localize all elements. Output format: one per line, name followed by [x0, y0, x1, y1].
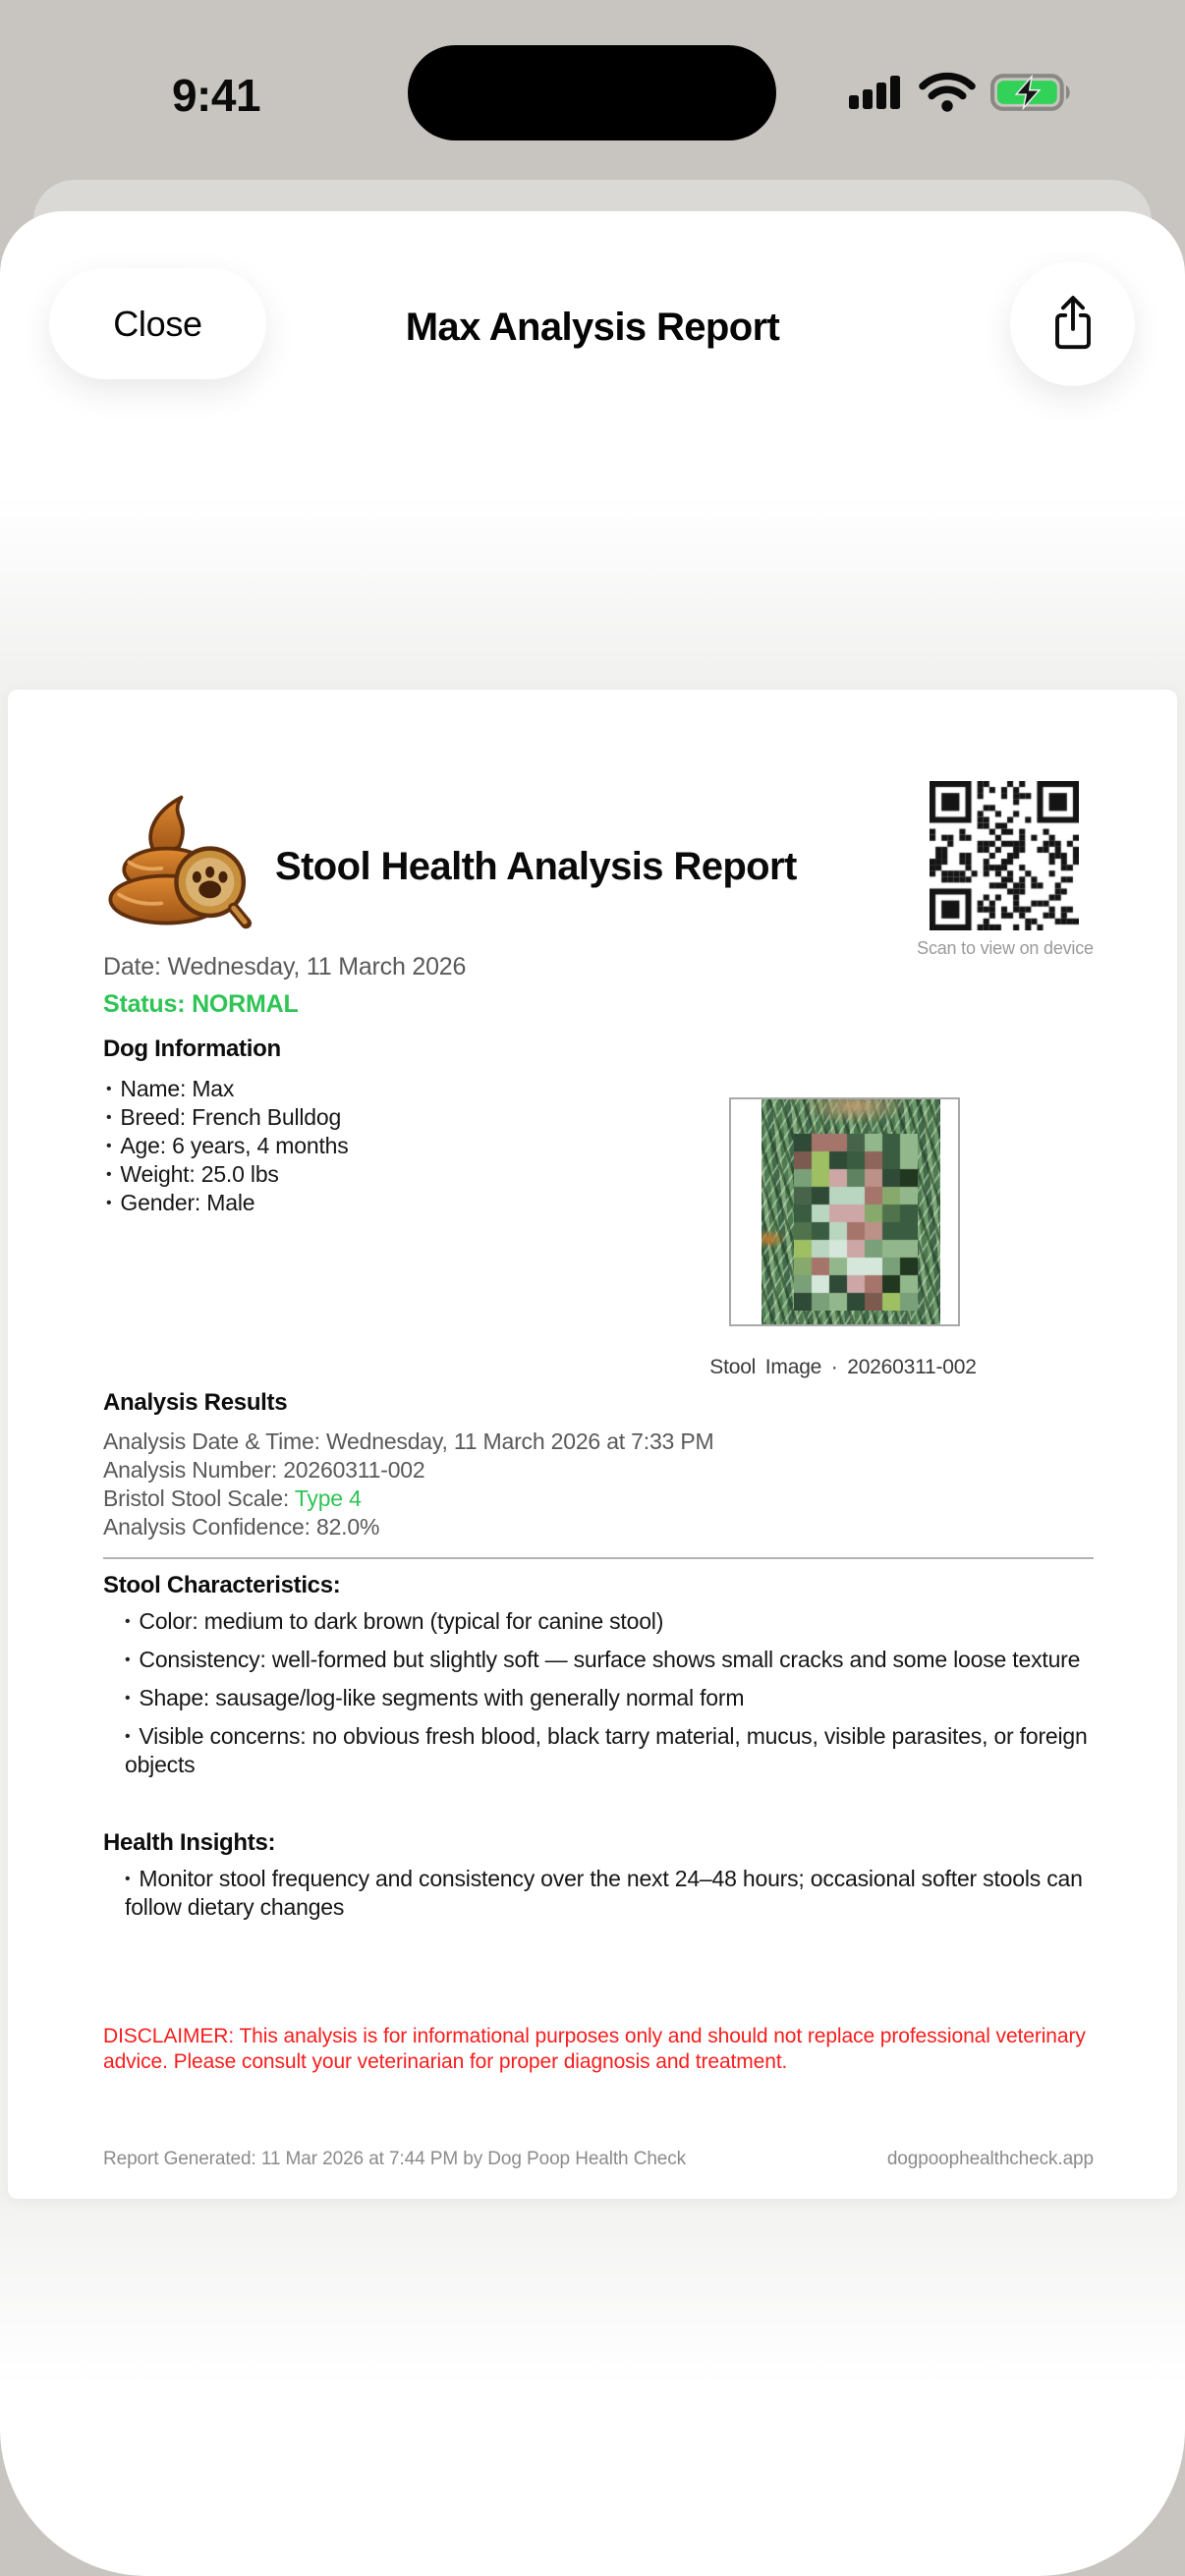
list-item: • Color: medium to dark brown (typical for canine stool)	[125, 1607, 1107, 1636]
qr-caption: Scan to view on device	[917, 938, 1094, 958]
status-icons	[849, 73, 1075, 116]
dog-info-list	[106, 1075, 349, 1217]
analysis-number: Analysis Number: 20260311-002	[103, 1457, 425, 1483]
footer-generated-text: Report Generated: 11 Mar 2026 at 7:44 PM by Dog Poop Health Check	[103, 2149, 687, 2169]
close-button[interactable]: Close	[49, 268, 266, 379]
list-item: • Breed: French Bulldog	[106, 1103, 349, 1132]
report-footer	[103, 2149, 1094, 2170]
section-divider	[103, 1557, 1094, 1559]
cellular-signal-icon	[849, 74, 904, 116]
report-sheet	[0, 211, 1185, 2576]
footer-site-text: dogpoophealthcheck.app	[886, 2149, 1094, 2169]
characteristics-list	[125, 1607, 1107, 1789]
list-item: • Gender: Male	[106, 1189, 349, 1217]
battery-charging-icon	[990, 72, 1075, 118]
status-badge: Status: NORMAL	[103, 990, 299, 1018]
disclaimer-text: DISCLAIMER: This analysis is for informational purposes only and should not replace professional veterinary advice. Please consult your veterinarian for proper diagnosis and treatment.	[103, 2025, 1086, 2073]
list-item: • Consistency: well-formed but slightly soft — surface shows small cracks and some loose texture	[125, 1646, 1107, 1674]
analysis-confidence: Analysis Confidence: 82.0%	[103, 1514, 380, 1540]
sheet-title: Max Analysis Report	[405, 306, 780, 349]
stool-photo-frame	[729, 1097, 960, 1326]
list-item: • Visible concerns: no obvious fresh blood, black tarry material, mucus, visible parasites, or foreign objects	[125, 1722, 1107, 1779]
qr-code	[930, 781, 1079, 930]
report-date: Date: Wednesday, 11 March 2026	[103, 953, 467, 980]
insights-heading: Health Insights:	[103, 1829, 276, 1856]
report-card	[8, 690, 1177, 2199]
share-button[interactable]	[1010, 261, 1135, 386]
bristol-scale-line: Bristol Stool Scale: Type 4	[103, 1485, 362, 1511]
share-icon	[1045, 291, 1100, 357]
list-item: • Name: Max	[106, 1075, 349, 1103]
status-time: 9:41	[171, 70, 261, 121]
stool-photo	[762, 1099, 940, 1324]
list-item: • Monitor stool frequency and consistency over the next 24–48 hours; occasional softer stools can follow dietary changes	[125, 1865, 1107, 1922]
stool-photo-caption: Stool Image · 20260311-002	[709, 1356, 977, 1378]
dog-info-heading: Dog Information	[103, 1036, 281, 1062]
analysis-results-heading: Analysis Results	[103, 1389, 288, 1416]
dynamic-island	[408, 45, 776, 140]
report-title: Stool Health Analysis Report	[275, 845, 797, 888]
analysis-datetime: Analysis Date & Time: Wednesday, 11 March 2026 at 7:33 PM	[103, 1428, 714, 1454]
list-item: • Shape: sausage/log-like segments with generally normal form	[125, 1684, 1107, 1712]
pixelated-blur-overlay	[794, 1134, 918, 1311]
poop-magnifier-logo-icon	[104, 790, 254, 929]
status-bar	[0, 0, 1185, 177]
list-item: • Weight: 25.0 lbs	[106, 1160, 349, 1189]
characteristics-heading: Stool Characteristics:	[103, 1572, 341, 1598]
wifi-icon	[918, 71, 977, 119]
bristol-scale-value: Type 4	[294, 1485, 362, 1511]
analysis-results-lines	[103, 1428, 713, 1541]
insights-list	[125, 1865, 1107, 1922]
list-item: • Age: 6 years, 4 months	[106, 1132, 349, 1160]
